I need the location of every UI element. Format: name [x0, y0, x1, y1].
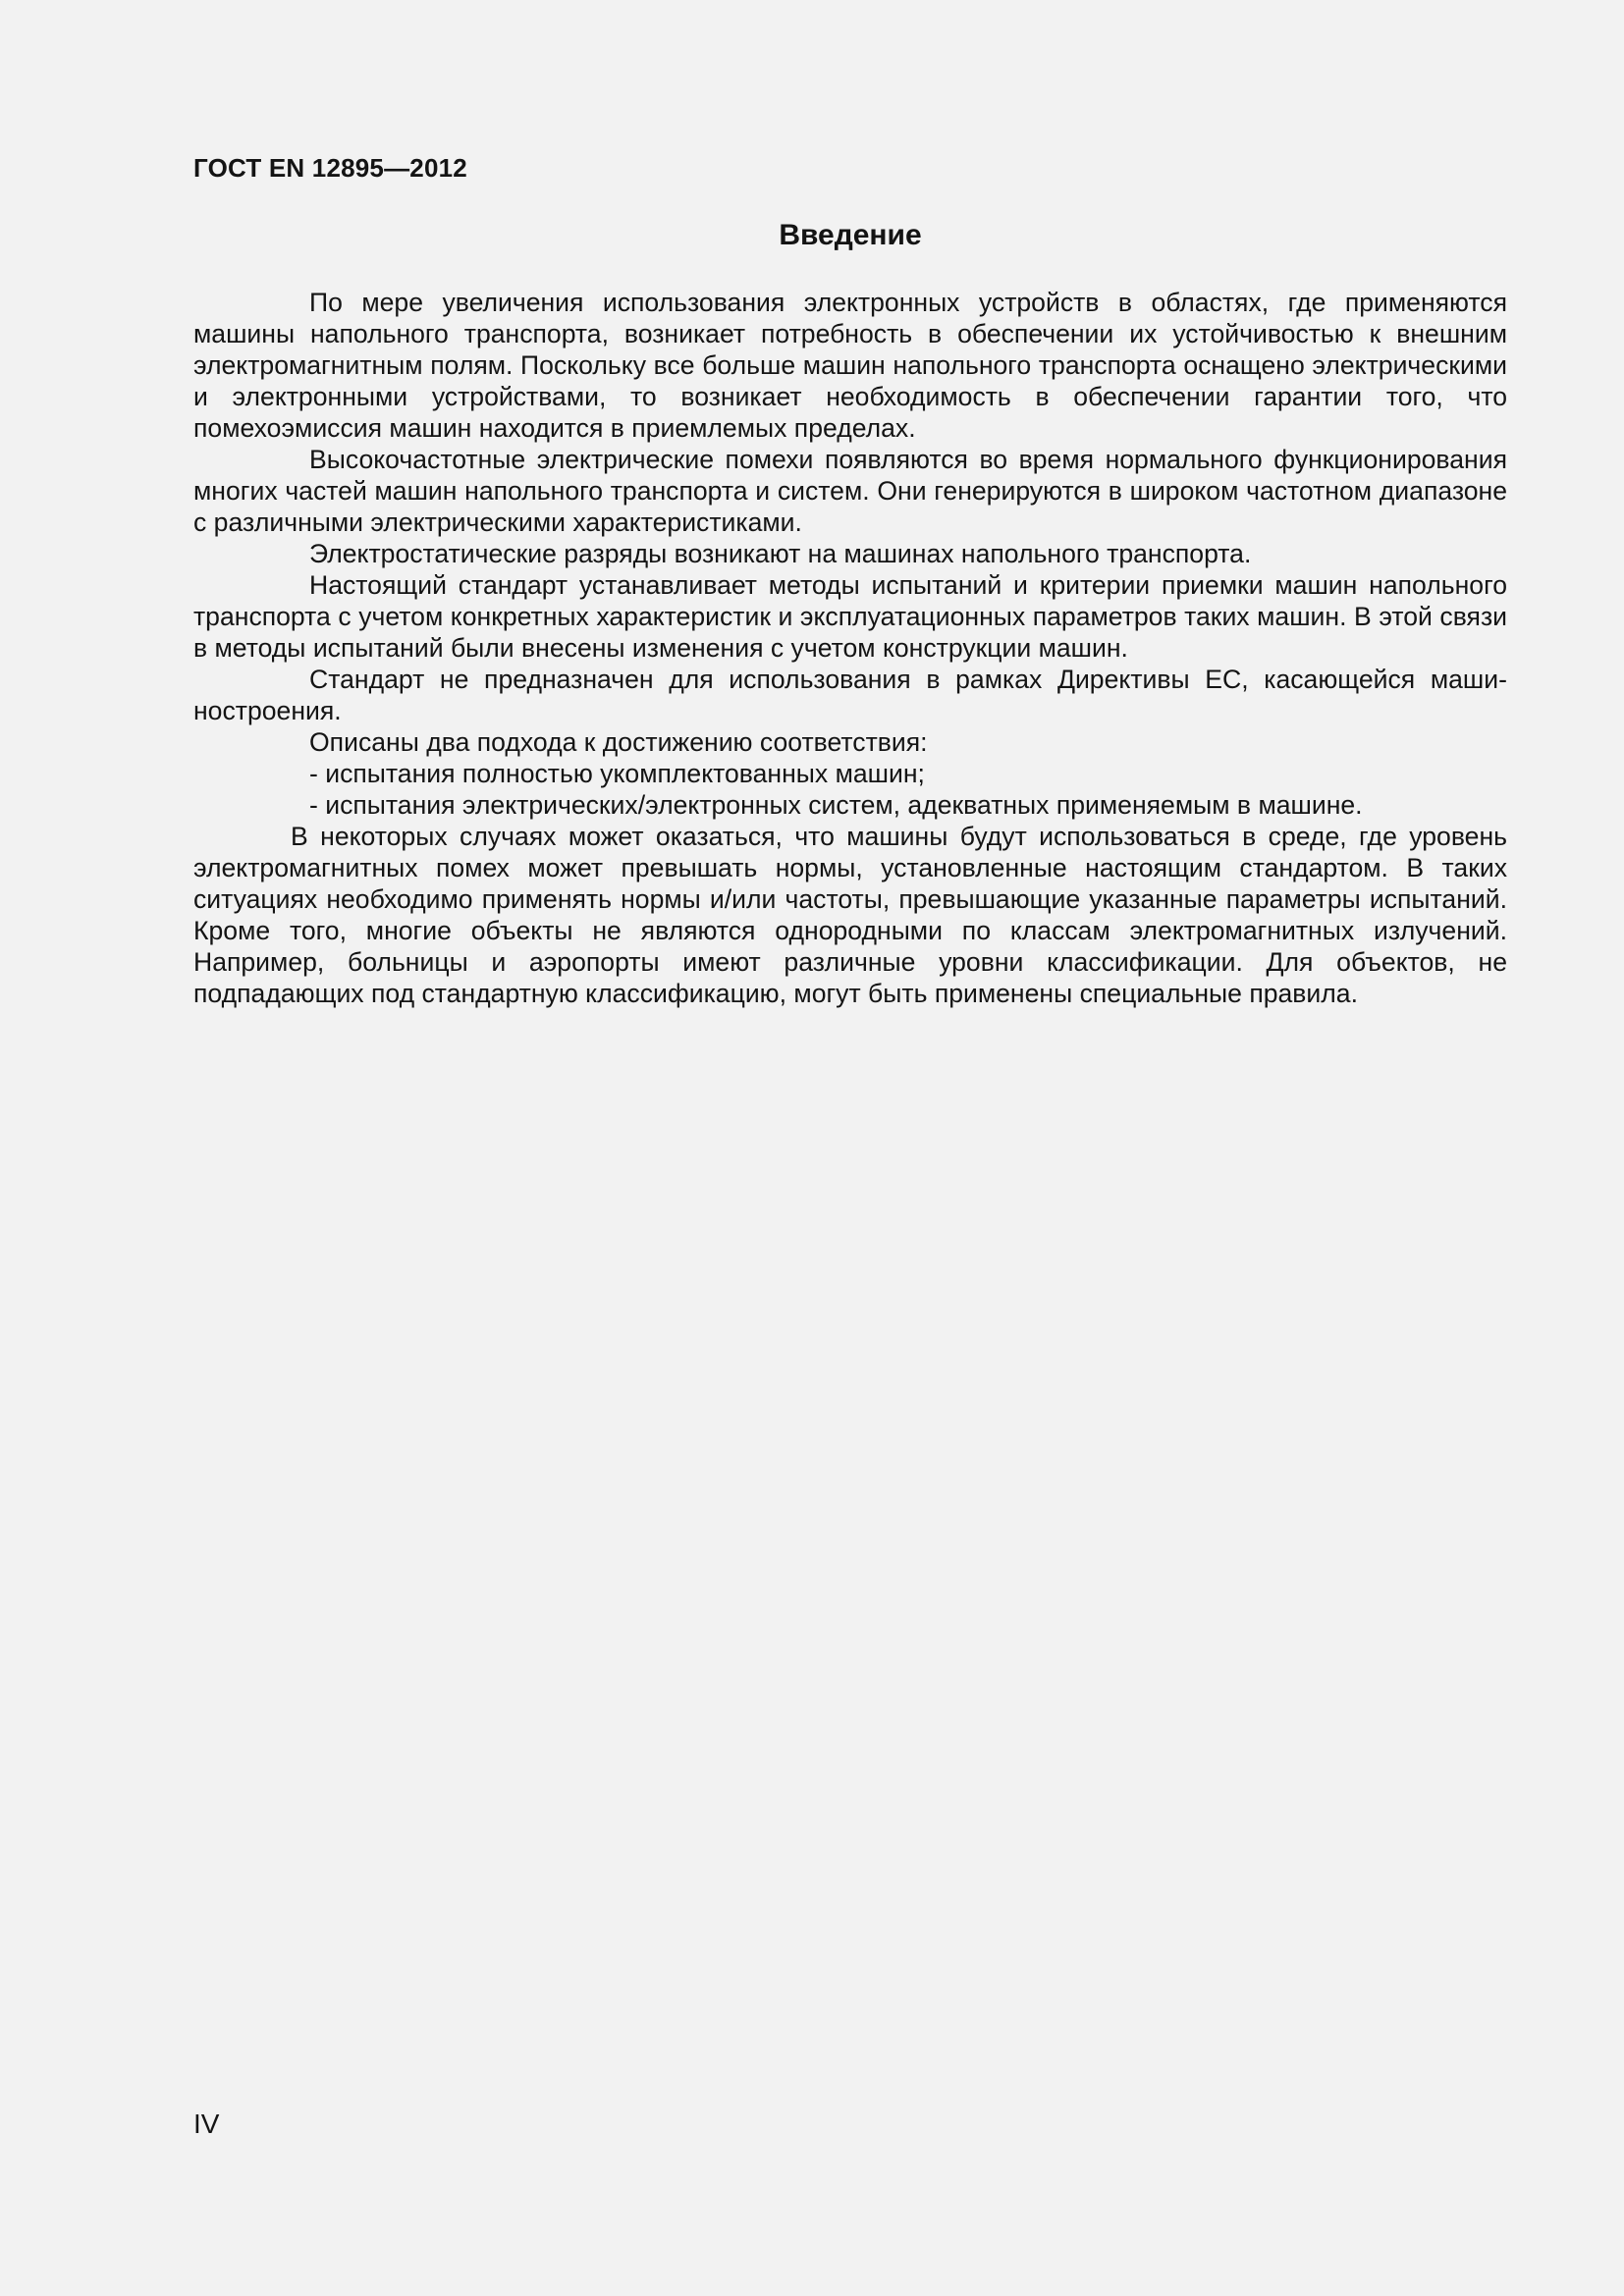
paragraph: Электростатические разряды возникают на машинах напольного транспорта. [309, 539, 1252, 568]
section-title: Введение [779, 219, 922, 251]
paragraph: Описаны два подхода к достижению соответствия: [309, 727, 928, 757]
paragraph: Настоящий стандарт устанавливает методы испытаний и критерии приемки машин напольного транспорта с учетом конкретных характеристик и эксплуатационных параметров таких машин. В этой связи в методы испытаний были внесены изменения с учетом конструкции машин. [193, 570, 1507, 663]
page-number: IV [193, 2109, 220, 2139]
paragraph: В некоторых случаях может оказаться, что машины будут использоваться в среде, где уровень электромагнитных помех может превышать нормы, установленные настоящим стандартом. В таких ситуациях необходимо применять нормы и/или частоты, превышающие указанные параметры испытаний. Кроме того, многие объекты не являются однородными по классам электромагнитных излучений. Например, больницы и аэропорты имеют различные уровни классификации. Для объектов, не подпадающих под стандартную классификацию, могут быть применены специальные правила. [193, 822, 1507, 1008]
list-item: - испытания полностью укомплектованных машин; [309, 759, 925, 788]
paragraph: По мере увеличения использования электронных устройств в областях, где применяются машины напольного транспорта, возникает потребность в обеспечении их устойчивостью к внешним электромагнитным полям. Поскольку все больше машин напольного транспорта оснащено электрическими и электронными устройствами, то возникает необходимость в обеспечении гарантии того, что помехоэмиссия машин находится в приемлемых пределах. [193, 288, 1507, 443]
document-code: ГОСТ EN 12895—2012 [193, 153, 467, 183]
paragraph: Высокочастотные электрические помехи появляются во время нормального функционирования многих частей машин напольного транспорта и систем. Они генерируются в широком частотном диапазоне с различными электрическими характеристиками. [193, 445, 1507, 537]
paragraph: Стандарт не предназначен для использования в рамках Директивы ЕС, касающейся машиностроения. [193, 665, 1507, 725]
list-item: - испытания электрических/электронных систем, адекватных применяемым в машине. [309, 790, 1363, 820]
body-text [193, 287, 1507, 1009]
